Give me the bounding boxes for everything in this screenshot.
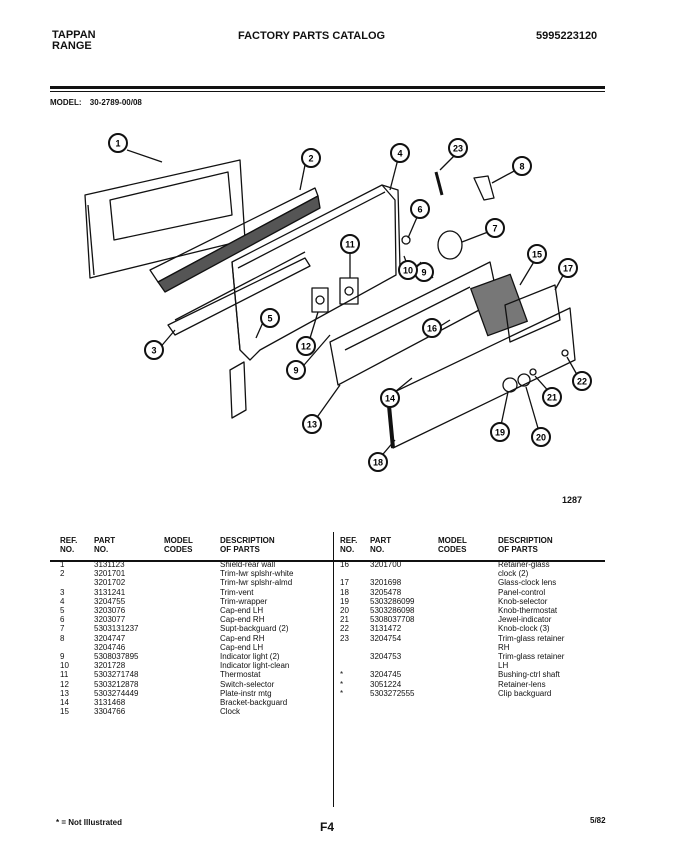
table-row [340, 624, 608, 633]
svg-text:12: 12 [300, 341, 312, 352]
cell-model-codes [438, 560, 498, 569]
cell-model-codes [438, 606, 498, 615]
cell-part-no: 3201702 [94, 578, 126, 588]
catalog-title: FACTORY PARTS CATALOG [238, 30, 386, 42]
cell-description: Indicator light (2) [220, 652, 280, 662]
cell-model-codes [438, 661, 498, 670]
svg-text:18: 18 [372, 457, 384, 468]
cell-description: Bracket-backguard [220, 698, 288, 708]
brand-line1: TAPPAN [52, 29, 96, 41]
cell-part-no: 3201728 [94, 661, 126, 671]
cell-part-no: 3204745 [370, 670, 402, 680]
cell-description: Thermostat [220, 670, 261, 680]
part-switch-selector [312, 288, 328, 312]
cell-model-codes [164, 615, 220, 624]
cell-description: Trim-glass retainer [498, 652, 565, 662]
svg-text:11: 11 [345, 239, 355, 250]
svg-text:16: 16 [426, 323, 438, 334]
cell-ref-no: 19 [340, 596, 349, 606]
cell-ref-no: 11 [60, 670, 69, 680]
callout-1 [109, 134, 127, 152]
table-row [60, 578, 332, 587]
cell-part-no: 3051224 [370, 679, 402, 689]
part-cap-end-lh [230, 362, 246, 418]
cell-part-no: 5303212878 [94, 679, 139, 689]
table-row [60, 615, 332, 624]
cell-model-codes [164, 643, 220, 652]
cell-description: Knob-clock (3) [498, 624, 550, 634]
cell-model-codes [164, 689, 220, 698]
cell-part-no: 3203076 [94, 606, 126, 616]
svg-text:3: 3 [151, 345, 157, 356]
cell-part-no [370, 569, 438, 578]
brand-line2: RANGE [52, 40, 92, 52]
callout-16 [423, 319, 441, 337]
svg-text:4: 4 [397, 148, 403, 159]
cell-part-no: 5303286098 [370, 606, 415, 616]
table-row [340, 661, 608, 670]
svg-text:1: 1 [115, 138, 121, 149]
callout-12 [297, 337, 315, 355]
cell-description: LH [498, 661, 509, 671]
cell-part-no: 3201700 [370, 560, 402, 569]
cell-model-codes [164, 634, 220, 643]
table-row [60, 560, 332, 569]
cell-model-codes [164, 597, 220, 606]
svg-text:15: 15 [531, 249, 543, 260]
cell-ref-no [340, 569, 370, 578]
svg-text:8: 8 [519, 161, 525, 172]
table-row [60, 588, 332, 597]
table-row [340, 560, 608, 569]
cell-description: Trim-wrapper [220, 596, 268, 606]
cell-ref-no: 4 [60, 596, 65, 606]
cell-description: Trim-lwr splshr-white [220, 569, 294, 579]
cell-model-codes [164, 569, 220, 578]
svg-text:6: 6 [417, 204, 423, 215]
part-knob-selector [503, 378, 517, 392]
cell-description: Bushing-ctrl shaft [498, 670, 560, 680]
cell-model-codes [164, 698, 220, 707]
cell-ref-no: 18 [340, 587, 349, 597]
col-part-no: PART NO. [94, 536, 116, 554]
cell-model-codes [164, 588, 220, 597]
callout-13 [303, 415, 321, 433]
cell-description: Retainer-glass [498, 560, 550, 569]
cell-model-codes [164, 560, 220, 569]
cell-model-codes [438, 597, 498, 606]
cell-ref-no: 15 [60, 707, 69, 717]
parts-table-left [60, 536, 332, 716]
cell-description: Clock [220, 707, 241, 717]
header-rule-thin [50, 91, 605, 92]
col-model-codes: MODEL CODES [438, 536, 467, 554]
callout-20 [532, 428, 550, 446]
table-row [340, 606, 608, 615]
svg-text:5: 5 [267, 313, 273, 324]
cell-model-codes [164, 680, 220, 689]
header-rule [50, 86, 605, 89]
cell-ref-no [340, 652, 370, 661]
table-row [340, 643, 608, 652]
cell-description: RH [498, 642, 510, 652]
model-label: MODEL: [50, 98, 82, 107]
cell-part-no: 3204754 [370, 633, 402, 643]
table-row [60, 707, 332, 716]
cell-part-no: 3131241 [94, 587, 126, 597]
cell-model-codes [438, 652, 498, 661]
callout-18 [369, 453, 387, 471]
cell-ref-no: 20 [340, 606, 349, 616]
svg-text:7: 7 [492, 223, 498, 234]
model-line [50, 98, 142, 107]
table-row [60, 689, 332, 698]
cell-part-no: 3204753 [370, 652, 402, 662]
callout-4 [391, 144, 409, 162]
callout-22 [573, 372, 591, 390]
svg-text:22: 22 [576, 376, 588, 387]
col-description: DESCRIPTION OF PARTS [498, 536, 553, 554]
cell-description: Cap-end RH [220, 615, 265, 625]
cell-model-codes [438, 615, 498, 624]
cell-description: Glass-clock lens [498, 578, 557, 588]
table-row [60, 680, 332, 689]
cell-part-no [370, 661, 438, 670]
callout-15 [528, 245, 546, 263]
table-row [60, 661, 332, 670]
cell-description: Retainer-lens [498, 679, 546, 689]
callout-9 [287, 361, 305, 379]
table-row [60, 643, 332, 652]
col-model-codes: MODEL CODES [164, 536, 193, 554]
part-trim-glass-retainer [436, 172, 442, 195]
table-row [60, 624, 332, 633]
cell-model-codes [164, 652, 220, 661]
cell-part-no: 3204747 [94, 633, 126, 643]
cell-ref-no: 17 [340, 578, 349, 588]
cell-part-no: 3205478 [370, 587, 402, 597]
cell-model-codes [438, 680, 498, 689]
col-ref-no: REF. NO. [340, 536, 358, 554]
part-clock [471, 274, 528, 335]
callout-19 [491, 423, 509, 441]
part-panel-control [388, 308, 575, 448]
cell-part-no: 5308037708 [370, 615, 415, 625]
footnote: * = Not Illustrated [56, 818, 123, 827]
table-row [340, 670, 608, 679]
part-plate-instr-mtg [330, 262, 498, 385]
model-number: 30-2789-00/08 [89, 98, 142, 107]
cell-part-no: 3201701 [94, 569, 126, 579]
table-row [60, 634, 332, 643]
revision-date: 5/82 [590, 816, 606, 825]
table-row [340, 569, 608, 578]
table-row [340, 597, 608, 606]
callout-8 [513, 157, 531, 175]
cell-ref-no: * [340, 688, 344, 698]
cell-model-codes [438, 670, 498, 679]
cell-model-codes [164, 707, 220, 716]
cell-ref-no: 23 [340, 633, 349, 643]
cell-part-no: 3204755 [94, 596, 126, 606]
svg-text:9: 9 [293, 365, 299, 376]
part-thermostat [340, 278, 358, 304]
exploded-parts-diagram [0, 110, 680, 490]
cell-description: Indicator light-clean [220, 661, 290, 671]
cell-ref-no: 3 [60, 587, 65, 597]
part-cap-end-rh-8 [474, 176, 494, 200]
cell-part-no: 3131468 [94, 698, 126, 708]
part-trim-lower-splasher [150, 188, 318, 282]
cell-ref-no [60, 643, 94, 652]
cell-description: Knob-selector [498, 596, 548, 606]
cell-ref-no: 10 [60, 661, 69, 671]
table-row [340, 680, 608, 689]
col-description: DESCRIPTION OF PARTS [220, 536, 275, 554]
part-knob-clock [562, 350, 568, 356]
table-row [340, 689, 608, 698]
part-support-backguard [438, 231, 462, 259]
cell-part-no: 3203077 [94, 615, 126, 625]
cell-ref-no: 5 [60, 606, 65, 616]
cell-ref-no: 1 [60, 560, 65, 569]
cell-model-codes [164, 661, 220, 670]
cell-model-codes [438, 578, 498, 587]
cell-model-codes [164, 670, 220, 679]
callout-21 [543, 388, 561, 406]
col-ref-no: REF. NO. [60, 536, 78, 554]
svg-text:13: 13 [306, 419, 318, 430]
table-row [340, 588, 608, 597]
cell-ref-no [340, 643, 370, 652]
cell-description: clock (2) [498, 569, 529, 579]
table-row [60, 652, 332, 661]
callout-2 [302, 149, 320, 167]
cell-part-no: 5303131237 [94, 624, 139, 634]
cell-description: Cap-end RH [220, 633, 265, 643]
table-row [60, 569, 332, 578]
cell-part-no: 5303272555 [370, 688, 415, 698]
cell-description: Cap-end LH [220, 642, 264, 652]
table-row [60, 698, 332, 707]
callout-6 [411, 200, 429, 218]
cell-part-no: 5303274449 [94, 688, 139, 698]
callout-17 [559, 259, 577, 277]
cell-ref-no: 22 [340, 624, 349, 634]
cell-description: Trim-glass retainer [498, 633, 565, 643]
cell-ref-no: * [340, 679, 344, 689]
svg-text:10: 10 [402, 265, 414, 276]
cell-ref-no: 6 [60, 615, 65, 625]
cell-ref-no: 16 [340, 560, 349, 569]
cell-part-no [370, 643, 438, 652]
cell-part-no: 5308037895 [94, 652, 139, 662]
cell-description: Shield-rear wall [220, 560, 276, 569]
cell-description: Trim-lwr splshr-almd [220, 578, 293, 588]
callout-10 [399, 261, 417, 279]
cell-part-no: 3201698 [370, 578, 402, 588]
cell-model-codes [438, 588, 498, 597]
callout-14 [381, 389, 399, 407]
svg-text:2: 2 [308, 153, 314, 164]
table-row [340, 578, 608, 587]
cell-ref-no: 14 [60, 698, 69, 708]
svg-text:21: 21 [546, 392, 558, 403]
cell-description: Clip backguard [498, 688, 552, 698]
cell-description: Switch-selector [220, 679, 275, 689]
part-shield-window [110, 172, 232, 240]
cell-ref-no: * [340, 670, 344, 680]
cell-model-codes [164, 624, 220, 633]
figure-number: 1287 [562, 495, 583, 505]
cell-description: Plate-instr mtg [220, 688, 272, 698]
cell-ref-no [340, 661, 370, 670]
cell-ref-no: 8 [60, 633, 65, 643]
brand-block [52, 30, 96, 52]
table-row [340, 615, 608, 624]
svg-text:14: 14 [384, 393, 396, 404]
cell-part-no: 3131472 [370, 624, 402, 634]
cell-description: Trim-vent [220, 587, 254, 597]
table-row [60, 670, 332, 679]
cell-ref-no [60, 578, 94, 587]
cell-model-codes [438, 643, 498, 652]
callout-7 [486, 219, 504, 237]
cell-part-no: 3204746 [94, 642, 126, 652]
cell-ref-no: 2 [60, 569, 65, 579]
cell-ref-no: 13 [60, 688, 69, 698]
cell-model-codes [438, 569, 498, 578]
page-number: F4 [320, 820, 335, 834]
callout-5 [261, 309, 279, 327]
callout-23 [449, 139, 467, 157]
cell-description: Knob-thermostat [498, 606, 558, 616]
cell-part-no: 5303271748 [94, 670, 139, 680]
table-row [60, 597, 332, 606]
cell-ref-no: 9 [60, 652, 65, 662]
cell-description: Cap-end LH [220, 606, 264, 616]
cell-model-codes [438, 624, 498, 633]
cell-part-no: 3304766 [94, 707, 126, 717]
callout-3 [145, 341, 163, 359]
cell-model-codes [438, 689, 498, 698]
table-divider [333, 532, 334, 807]
col-part-no: PART NO. [370, 536, 392, 554]
table-row [60, 606, 332, 615]
cell-model-codes [164, 606, 220, 615]
cell-ref-no: 21 [340, 615, 349, 625]
parts-table-right [340, 536, 608, 698]
cell-part-no: 5303286099 [370, 596, 415, 606]
part-jewel-indicator [530, 369, 536, 375]
cell-part-no: 3131123 [94, 560, 125, 569]
cell-ref-no: 7 [60, 624, 65, 634]
svg-text:9: 9 [421, 267, 427, 278]
svg-text:23: 23 [452, 143, 464, 154]
cell-model-codes [438, 634, 498, 643]
svg-text:17: 17 [562, 263, 574, 274]
cell-description: Jewel-indicator [498, 615, 552, 625]
svg-text:20: 20 [535, 432, 547, 443]
cell-description: Panel-control [498, 587, 546, 597]
cell-description: Supt-backguard (2) [220, 624, 289, 634]
svg-text:19: 19 [494, 427, 506, 438]
catalog-number: 5995223120 [536, 30, 598, 42]
cell-ref-no: 12 [60, 679, 69, 689]
cell-model-codes [164, 578, 220, 587]
table-row [340, 634, 608, 643]
callout-11 [341, 235, 359, 253]
table-row [340, 652, 608, 661]
